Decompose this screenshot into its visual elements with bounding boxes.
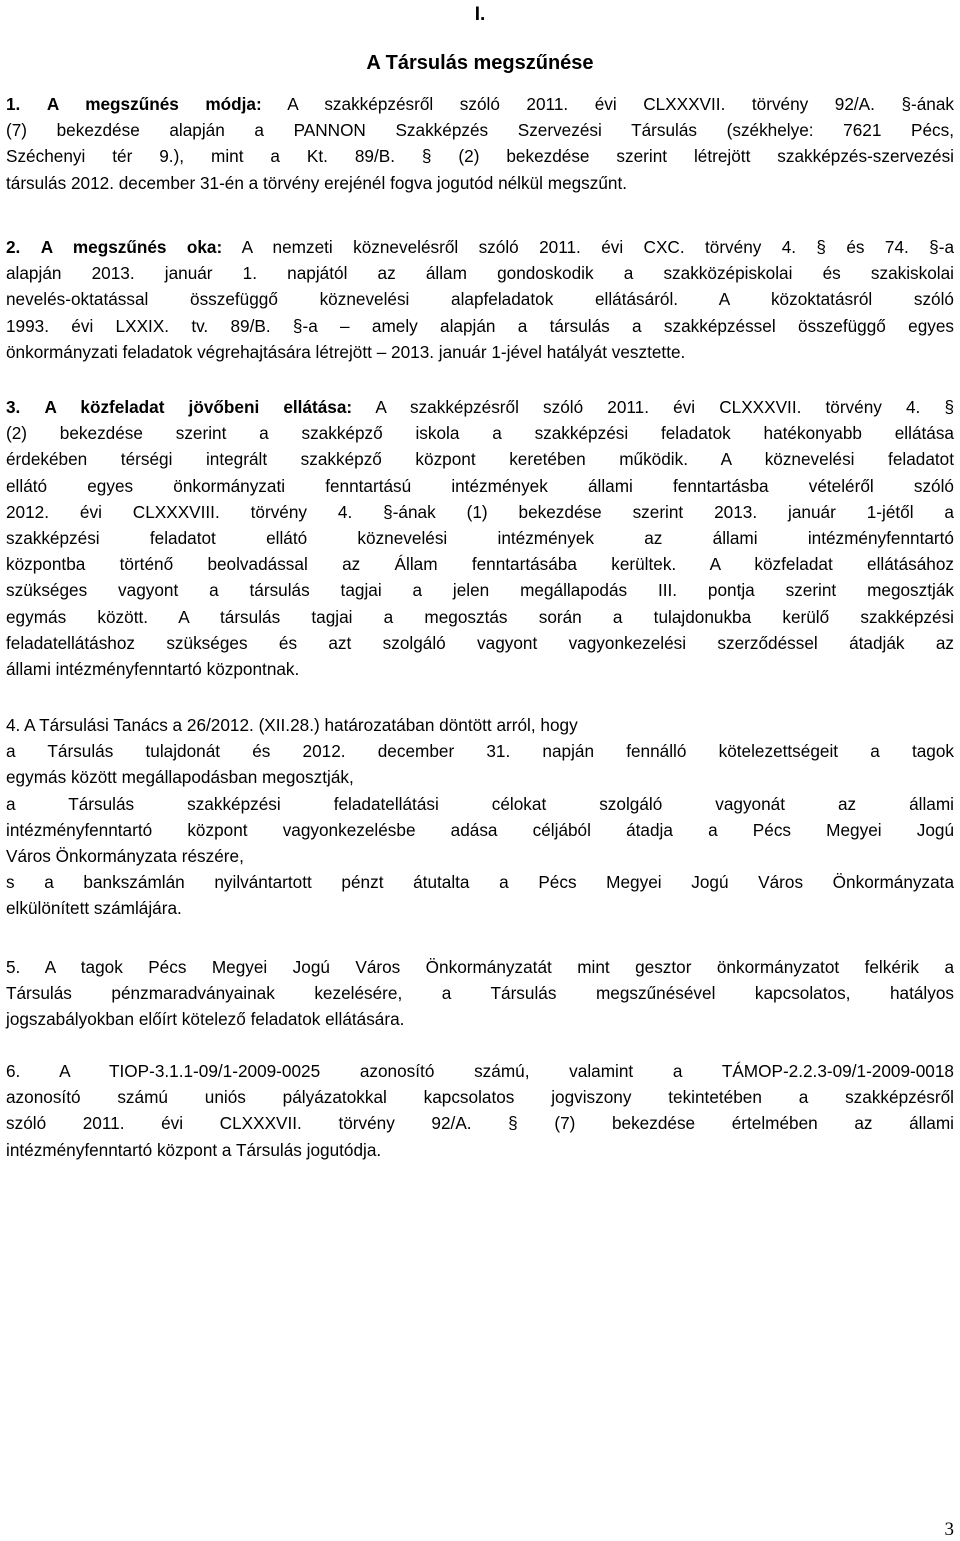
section-3-line-1 [6,394,954,420]
section-5-line-3: jogszabályokban előírt kötelező feladatok ellátására. [6,1009,405,1030]
section-6-line-4: intézményfenntartó központ a Társulás jogutódja. [6,1139,382,1160]
section-1-number: 1. [6,94,21,114]
section-3-line-3: érdekében térségi integrált szakképző központ keretében működik. A köznevelési feladatot [6,449,954,470]
section-5 [6,954,954,1033]
section-3-line-11: állami intézményfenntartó központnak. [6,659,300,680]
section-6-line-2: azonosító számú uniós pályázatokkal kapcsolatos jogviszony tekintetében a szakképzésről [6,1087,954,1108]
section-2-number: 2. [6,237,21,257]
section-3-line-4: ellátó egyes önkormányzati fenntartású intézmények állami fenntartásba vételéről szóló [6,475,954,496]
section-4-line-2: a Társulás tulajdonát és 2012. december 31. napján fennálló kötelezettségeit a tagok [6,741,954,762]
section-5-line-2: Társulás pénzmaradványainak kezelésére, a Társulás megszűnésével kapcsolatos, hatályos [6,983,954,1004]
section-3-heading: A közfeladat jövőbeni ellátása: [44,397,353,417]
section-3-number: 3. [6,397,21,417]
section-5-line-1: 5. A tagok Pécs Megyei Jogú Város Önkormányzatát mint gesztor önkormányzatot felkérik a [6,957,954,977]
section-4 [6,712,954,922]
section-3-line-10: feladatellátáshoz szükséges és azt szolgáló vagyont vagyonkezelési szerződéssel átadják az [6,632,954,653]
section-4-line-3: egymás között megállapodásban megosztják, [6,767,354,788]
section-4-line-4: a Társulás szakképzési feladatellátási célokat szolgáló vagyonát az állami [6,793,954,814]
section-3-line-2: (2) bekezdése szerint a szakképző iskola a szakképzési feladatok hatékonyabb ellátása [6,423,954,444]
section-1-line-4: társulás 2012. december 31-én a törvény erejénél fogva jogutód nélkül megszűnt. [6,172,628,193]
section-1-text: A szakképzésről szóló 2011. évi CLXXXVII. törvény 92/A. §-ának [287,94,954,114]
document-title: A Társulás megszűnése [366,52,594,74]
section-3-line-8: szükséges vagyont a társulás tagjai a jelen megállapodás III. pontja szerint megosztják [6,580,954,601]
section-2 [6,234,954,365]
section-1-line-3: Széchenyi tér 9.), mint a Kt. 89/B. § (2) bekezdése szerint létrejött szakképzés-szervezési [6,146,954,167]
section-2-line-2: alapján 2013. január 1. napjától az állam gondoskodik a szakközépiskolai és szakiskolai [6,263,954,284]
section-6 [6,1058,954,1163]
section-4-line-1: 4. A Társulási Tanács a 26/2012. (XII.28.) határozatában döntött arról, hogy [6,715,578,735]
section-2-line-5: önkormányzati feladatok végrehajtására létrejött – 2013. január 1-jével hatályát vesztette. [6,341,686,362]
section-2-line-1 [6,234,954,260]
section-4-line-7: s a bankszámlán nyilvántartott pénzt átutalta a Pécs Megyei Jogú Város Önkormányzata [6,872,954,893]
section-4-line-8: elkülönített számlájára. [6,898,182,919]
chapter-number: I. [474,4,486,25]
section-3-line-9: egymás között. A társulás tagjai a megosztás során a tulajdonukba kerülő szakképzési [6,606,954,627]
section-1-line-1 [6,91,954,117]
section-3-line-7: központba történő beolvadással az Állam fenntartásába kerültek. A közfeladat ellátásához [6,554,954,575]
section-2-text: A nemzeti köznevelésről szóló 2011. évi CXC. törvény 4. § és 74. §-a [241,237,955,257]
section-3-text: A szakképzésről szóló 2011. évi CLXXXVII. törvény 4. § [375,397,955,417]
section-4-line-5: intézményfenntartó központ vagyonkezelésbe adása céljából átadja a Pécs Megyei Jogú [6,819,954,840]
section-3-line-5: 2012. évi CLXXXVIII. törvény 4. §-ának (1) bekezdése szerint 2013. január 1-jétől a [6,501,954,522]
section-6-line-3: szóló 2011. évi CLXXXVII. törvény 92/A. § (7) bekezdése értelmében az állami [6,1113,954,1134]
section-6-line-1: 6. A TIOP-3.1.1-09/1-2009-0025 azonosító számú, valamint a TÁMOP-2.2.3-09/1-2009-0018 [6,1061,954,1081]
section-1 [6,91,954,196]
section-3-line-6: szakképzési feladatot ellátó köznevelési intézmények az állami intézményfenntartó [6,528,954,549]
section-1-line-2: (7) bekezdése alapján a PANNON Szakképzés Szervezési Társulás (székhelye: 7621 Pécs, [6,120,954,141]
section-2-line-4: 1993. évi LXXIX. tv. 89/B. §-a – amely alapján a társulás a szakképzéssel összefüggő egyes [6,315,954,336]
section-2-line-3: nevelés-oktatással összefüggő köznevelési alapfeladatok ellátásáról. A közoktatásról szóló [6,289,954,310]
page-number: 3 [944,1519,954,1540]
section-1-heading: A megszűnés módja: [46,94,262,114]
section-3 [6,394,954,682]
section-2-heading: A megszűnés oka: [40,237,223,257]
section-4-line-6: Város Önkormányzata részére, [6,846,244,867]
